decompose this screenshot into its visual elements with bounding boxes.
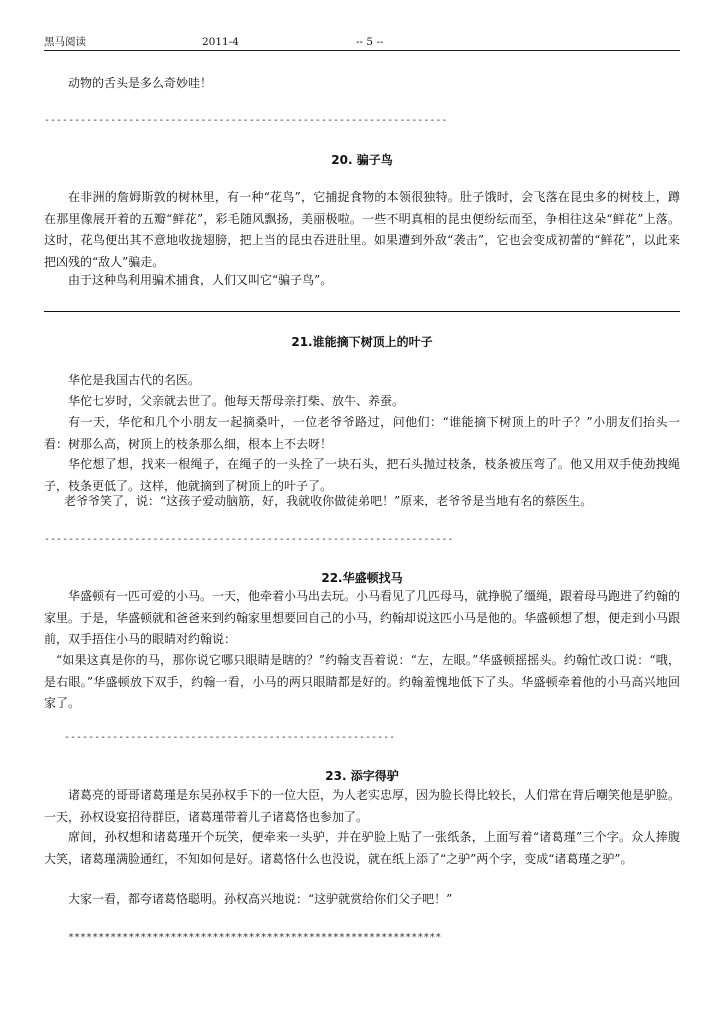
section-23-title: 23. 添字得驴 (325, 769, 399, 783)
asterisk-separator: ************************************************************** (68, 933, 442, 943)
section-23-paragraph: 大家一看，都夸诸葛恪聪明。孙权高兴地说：“这驴就赏给你们父子吧！” (68, 892, 453, 906)
intro-line: 动物的舌头是多么奇妙哇！ (68, 76, 213, 90)
section-20-paragraph: 由于这种鸟利用骗术捕食，人们又叫它“骗子鸟”。 (68, 273, 333, 287)
section-21-paragraph: 华佗是我国古代的名医。 (68, 373, 201, 387)
dashed-separator: ------------------------------------------------------------------- (44, 116, 448, 126)
section-20-title: 20. 骗子鸟 (331, 153, 393, 167)
header-page-number: -- 5 -- (356, 36, 384, 48)
header-date: 2011-4 (202, 36, 239, 48)
section-20-paragraph: 在非洲的詹姆斯敦的树林里，有一种“花鸟”，它捕捉食物的本领很独特。肚子饿时，会飞落在昆虫多的树枝上，蹲在那里像展开着的五瓣“鲜花”，彩毛随风飘扬，美丽极啦。一些不明真相的昆虫便纷纭而至，争相往这朵“鲜花”上落。这时，花鸟便出其不意地收拢翅膀，把上当的昆虫吞进肚里。如果遭到外敌“袭击”，它也会变成初蕾的“鲜花”，以此来把凶残的“敌人”骗走。 (44, 190, 680, 269)
section-21-paragraph: 有一天，华佗和几个小朋友一起摘桑叶，一位老爷爷路过，问他们：“谁能摘下树顶上的叶子？”小朋友们抬头一看：树那么高，树顶上的枝条那么细，根本上不去呀！ (44, 415, 680, 451)
dashed-separator: -------------------------------------------------------------------- (44, 535, 454, 545)
section-22-paragraph: 华盛顿有一匹可爱的小马。一天，他牵着小马出去玩。小马看见了几匹母马，就挣脱了缰绳，跟着母马跑进了约翰的家里。于是，华盛顿就和爸爸来到约翰家里想要回自己的小马，约翰却说这匹小马是他的。华盛顿想了想，便走到小马跟前，双手捂住小马的眼睛对约翰说： (44, 589, 681, 646)
section-21-paragraph: 老爷爷笑了，说：“这孩子爱动脑筋，好，我就收你做徒弟吧！”原来，老爷爷是当地有名的蔡医生。 (64, 494, 593, 508)
page-header (44, 36, 680, 51)
section-21-paragraph: 华佗七岁时，父亲就去世了。他每天帮母亲打柴、放牛、养蚕。 (68, 394, 405, 408)
solid-separator (44, 311, 680, 312)
section-23-paragraph: 诸葛亮的哥哥诸葛瑾是东吴孙权手下的一位大臣，为人老实忠厚，因为脸长得比较长，人们常在背后嘲笑他是驴脸。一天，孙权设宴招待群臣，诸葛瑾带着儿子诸葛恪也参加了。 (44, 788, 681, 824)
section-21-paragraph: 华佗想了想，找来一根绳子，在绳子的一头拴了一块石头，把石头抛过枝条，枝条被压弯了。他又用双手使劲拽绳子，枝条更低了。这样，他就摘到了树顶上的叶子了。 (44, 457, 680, 493)
header-publication: 黑马阅读 (44, 36, 86, 48)
section-22-paragraph: “如果这真是你的马，那你说它哪只眼睛是瞎的？”约翰支吾着说：“左，左眼。”华盛顿摇摇头。约翰忙改口说：“哦，是右眼。”华盛顿放下双手，约翰一看，小马的两只眼睛都是好的。约翰羞愧地低下了头。华盛顿牵着他的小马高兴地回家了。 (44, 653, 680, 710)
section-23-paragraph: 席间，孙权想和诸葛瑾开个玩笑，便牵来一头驴，并在驴脸上贴了一张纸条，上面写着“诸葛瑾”三个字。众人捧腹大笑，诸葛瑾满脸通红，不知如何是好。诸葛恪什么也没说，就在纸上添了“之驴”两个字，变成“诸葛瑾之驴”。 (44, 830, 680, 866)
section-22-title: 22.华盛顿找马 (321, 571, 403, 585)
dashed-separator: ------------------------------------------------------- (64, 733, 396, 743)
section-21-title: 21.谁能摘下树顶上的叶子 (291, 335, 433, 349)
